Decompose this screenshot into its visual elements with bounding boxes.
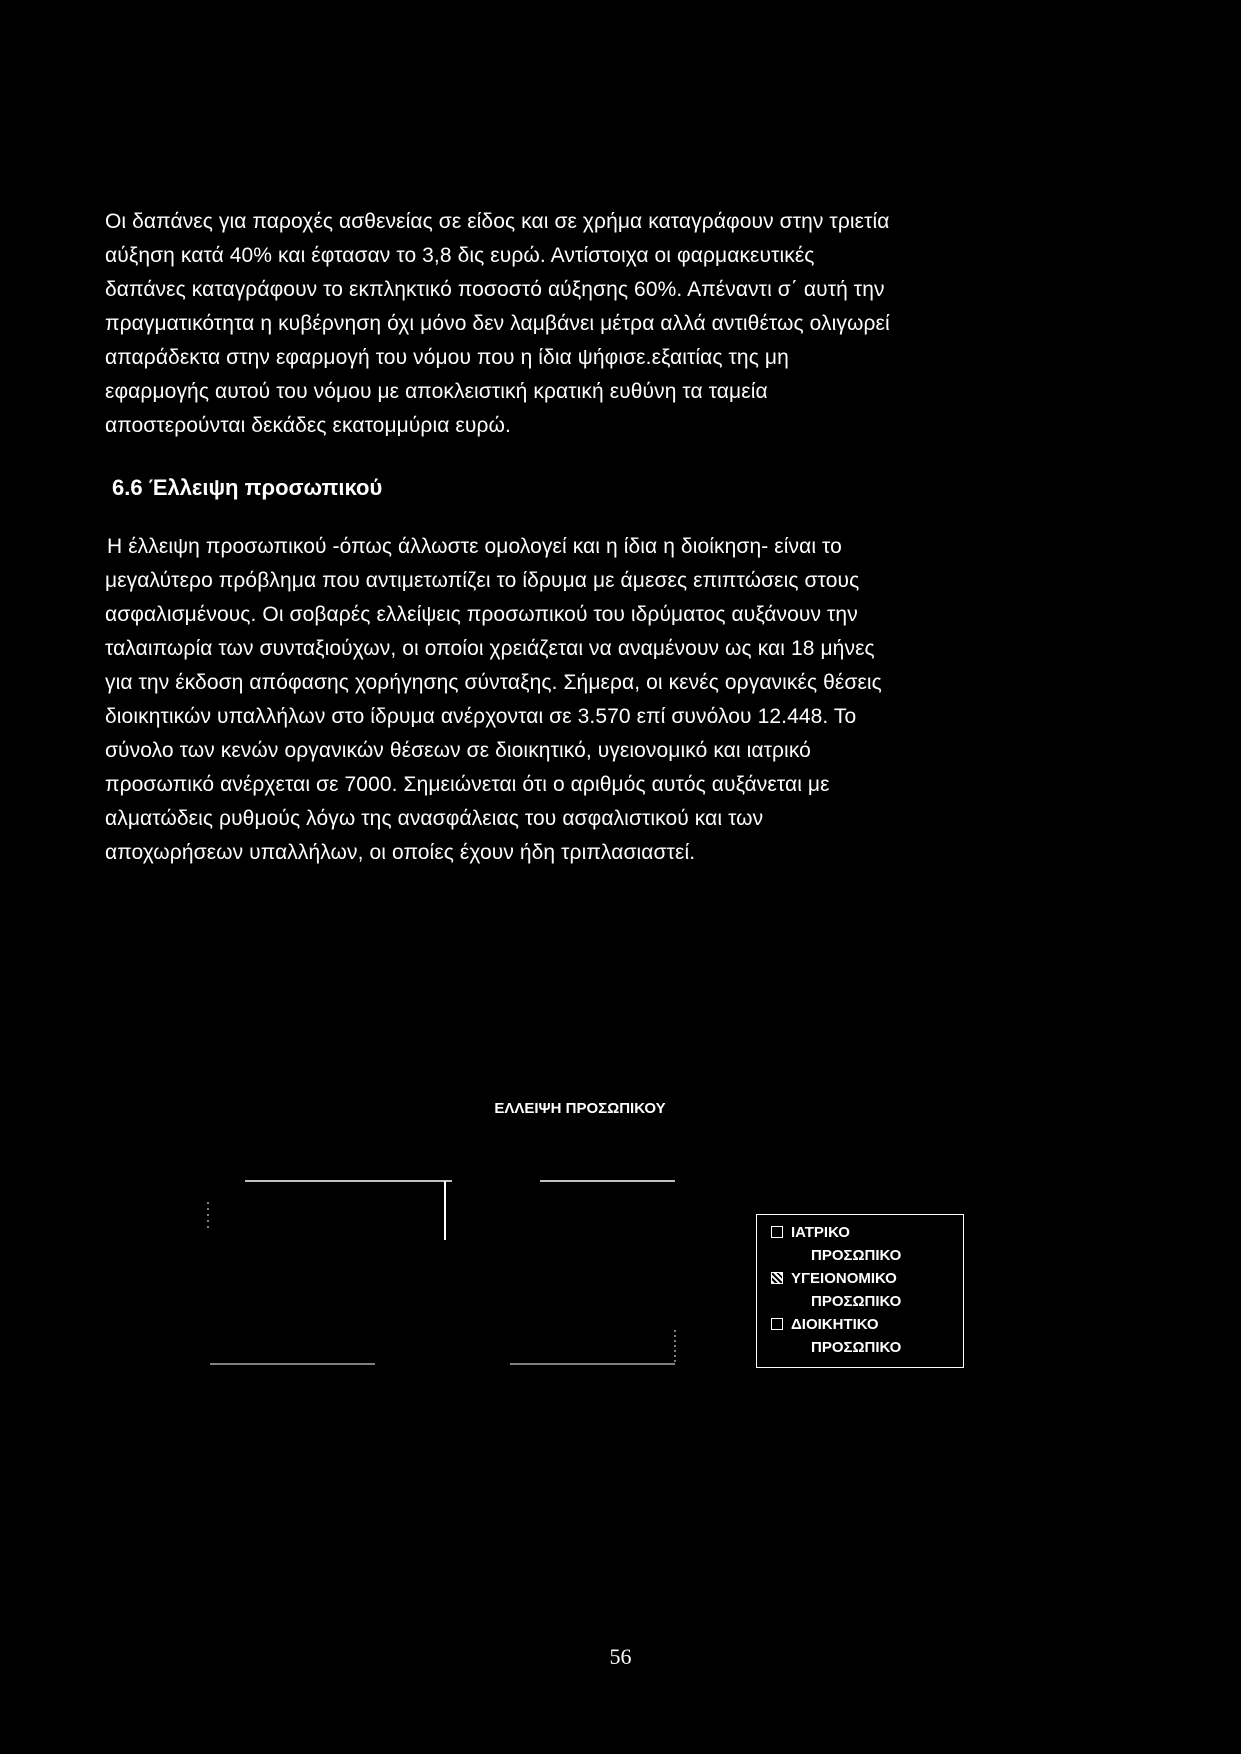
chart-legend [756,1214,964,1368]
text-line: δαπάνες καταγράφουν το εκπληκτικό ποσοστό αύξησης 60%. Απέναντι σ΄ αυτή την [105,278,885,301]
legend-entry [771,1221,957,1267]
paragraph-expenses [105,205,1065,443]
legend-label-continued: ΠΡΟΣΩΠΙΚΟ [811,1293,902,1310]
legend-label-continued: ΠΡΟΣΩΠΙΚΟ [811,1247,902,1264]
text-line: Η έλλειψη προσωπικού -όπως άλλωστε ομολογεί και η ίδια η διοίκηση- είναι το [107,535,842,558]
text-line: αποχωρήσεων υπαλλήλων, οι οποίες έχουν ήδη τριπλασιαστεί. [105,841,696,864]
text-line: για την έκδοση απόφασης χορήγησης σύνταξης. Σήμερα, οι κενές οργανικές θέσεις [105,671,882,694]
text-line: αύξηση κατά 40% και έφτασαν το 3,8 δις ευρώ. Αντίστοιχα οι φαρμακευτικές [105,244,815,267]
legend-entry [771,1267,957,1313]
legend-swatch [771,1318,783,1330]
text-line: σύνολο των κενών οργανικών θέσεων σε διοικητικό, υγειονομικό και ιατρικό [105,739,811,762]
legend-label-continued: ΠΡΟΣΩΠΙΚΟ [811,1339,902,1356]
legend-label: ΥΓΕΙΟΝΟΜΙΚΟ [791,1270,897,1287]
text-line: διοικητικών υπαλλήλων στο ίδρυμα ανέρχονται σε 3.570 επί συνόλου 12.448. Το [105,705,857,728]
text-line: προσωπικό ανέρχεται σε 7000. Σημειώνεται ότι ο αριθμός αυτός αυξάνεται με [105,773,830,796]
page-number: 56 [609,1644,632,1669]
text-line: απαράδεκτα στην εφαρμογή του νόμου που η ίδια ψήφισε.εξαιτίας της μη [105,346,789,369]
text-line: πραγματικότητα η κυβέρνηση όχι μόνο δεν λαμβάνει μέτρα αλλά αντιθέτως ολιγωρεί [105,312,890,335]
text-line: ταλαιπωρία των συνταξιούχων, οι οποίοι χρειάζεται να αναμένουν ως και 18 μήνες [105,637,875,660]
legend-entry [771,1313,957,1359]
legend-swatch [771,1226,783,1238]
text-line: μεγαλύτερο πρόβλημα που αντιμετωπίζει το ίδρυμα με άμεσες επιπτώσεις στους [105,569,860,592]
paragraph-staff-shortage [105,530,1065,870]
text-line: Οι δαπάνες για παροχές ασθενείας σε είδος και σε χρήμα καταγράφουν στην τριετία [105,210,890,233]
legend-swatch [771,1272,783,1284]
text-line: αποστερούνται δεκάδες εκατομμύρια ευρώ. [105,414,511,437]
legend-label: ΔΙΟΙΚΗΤΙΚΟ [791,1316,879,1333]
text-line: ασφαλισμένους. Οι σοβαρές ελλείψεις προσωπικού του ιδρύματος αυξάνουν την [105,603,858,626]
legend-label: ΙΑΤΡΙΚΟ [791,1224,850,1241]
chart-title: ΕΛΛΕΙΨΗ ΠΡΟΣΩΠΙΚΟΥ [494,1100,666,1117]
text-line: εφαρμογής αυτού του νόμου με αποκλειστική κρατική ευθύνη τα ταμεία [105,380,768,403]
text-line: αλματώδεις ρυθμούς λόγω της ανασφάλειας του ασφαλιστικού και των [105,807,764,830]
section-heading: 6.6 Έλλειψη προσωπικού [112,475,383,500]
